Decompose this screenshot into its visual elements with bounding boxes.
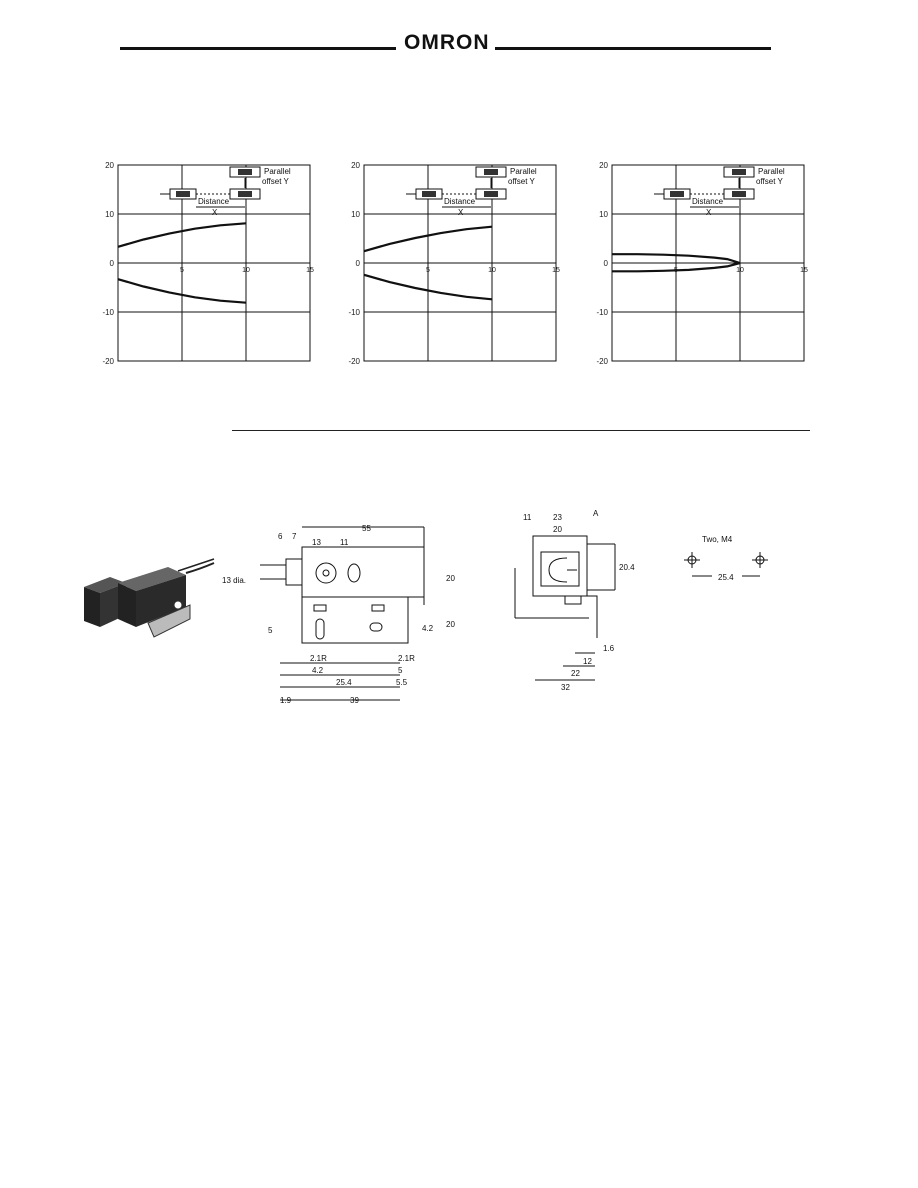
receiver-lens-2 — [238, 191, 252, 197]
x-tick-label: 15 — [306, 267, 314, 274]
chart-1-svg — [90, 155, 320, 370]
y-tick-label: -10 — [102, 308, 114, 317]
emitter-lens — [670, 191, 684, 197]
x-tick-label: 15 — [800, 267, 808, 274]
dim-front-12: 2.1R — [398, 654, 415, 663]
dim-side-5: 20.4 — [619, 563, 635, 572]
dim-side-1: 11 — [523, 513, 532, 522]
header-rule-right — [495, 47, 771, 50]
chart-3-svg — [584, 155, 814, 370]
x-tick-label: 10 — [736, 267, 744, 274]
annotation-parallel: Parallel — [510, 167, 537, 176]
dim-front-18: 39 — [350, 696, 359, 705]
emitter-lens — [422, 191, 436, 197]
brand-logo: OMRON — [404, 31, 490, 54]
dim-side-4: A — [593, 509, 599, 518]
dim-front-5: 55 — [362, 524, 371, 533]
dim-front-1: 6 — [278, 532, 283, 541]
y-tick-label: -10 — [348, 308, 360, 317]
dim-side-6: 1.6 — [603, 644, 615, 653]
dim-front-2: 7 — [292, 532, 297, 541]
dim-front-7: 20 — [446, 574, 455, 583]
chart-3 — [584, 155, 814, 375]
dim-mount-1: Two, M4 — [702, 535, 733, 544]
header-rule-left — [120, 47, 396, 50]
x-tick-label: 15 — [552, 267, 560, 274]
x-tick-label: 5 — [674, 267, 678, 274]
receiver-lens — [732, 169, 746, 175]
dim-side-7: 12 — [583, 657, 592, 666]
dim-front-4: 11 — [340, 538, 349, 547]
emitter-lens — [176, 191, 190, 197]
side-view-drawing — [505, 508, 645, 708]
inset-diagram — [406, 167, 537, 217]
dim-front-9: 5 — [268, 626, 273, 635]
dim-side-3: 20 — [553, 525, 562, 534]
x-tick-label: 10 — [242, 267, 250, 274]
y-tick-label: 20 — [351, 161, 360, 170]
y-tick-label: 10 — [599, 210, 608, 219]
annotation-parallel: Parallel — [758, 167, 785, 176]
annotation-distance: Distance — [198, 197, 230, 206]
annotation-distance: Distance — [444, 197, 476, 206]
dim-side-8: 22 — [571, 669, 580, 678]
annotation-offset: offset Y — [262, 177, 289, 186]
dim-front-3: 13 — [312, 538, 321, 547]
annotation-distance: Distance — [692, 197, 724, 206]
dim-front-14: 5 — [398, 666, 403, 675]
annotation-parallel: Parallel — [264, 167, 291, 176]
receiver-lens-2 — [484, 191, 498, 197]
chart-1 — [90, 155, 320, 375]
y-tick-label: 10 — [105, 210, 114, 219]
y-tick-label: -20 — [102, 357, 114, 366]
dim-front-11: 2.1R — [310, 654, 327, 663]
y-tick-label: 10 — [351, 210, 360, 219]
y-tick-label: 0 — [603, 259, 608, 268]
dim-front-6: 13 dia. — [222, 576, 247, 585]
dim-side-2: 23 — [553, 513, 562, 522]
annotation-x: X — [706, 208, 712, 217]
x-tick-label: 5 — [426, 267, 430, 274]
section-divider — [232, 430, 810, 431]
chart-2 — [336, 155, 566, 375]
annotation-x: X — [212, 208, 218, 217]
dim-front-17: 1.9 — [280, 696, 292, 705]
dim-front-15: 25.4 — [336, 678, 352, 687]
cable — [186, 563, 214, 573]
mounting-holes-drawing — [676, 530, 786, 590]
y-tick-label: 0 — [355, 259, 360, 268]
chart-2-svg — [336, 155, 566, 370]
annotation-offset: offset Y — [508, 177, 535, 186]
dim-side-9: 32 — [561, 683, 570, 692]
dim-front-16: 5.5 — [396, 678, 408, 687]
receiver-lens — [484, 169, 498, 175]
annotation-x: X — [458, 208, 464, 217]
inset-diagram — [654, 167, 785, 217]
dim-mount-2: 25.4 — [718, 573, 734, 582]
inset-diagram — [160, 167, 291, 217]
y-tick-label: 20 — [599, 161, 608, 170]
front-view-drawing — [220, 515, 470, 710]
dim-front-8: 20 — [446, 620, 455, 629]
x-tick-label: 10 — [488, 267, 496, 274]
y-tick-label: 0 — [109, 259, 114, 268]
y-tick-label: -10 — [596, 308, 608, 317]
receiver-lens-2 — [732, 191, 746, 197]
y-tick-label: -20 — [596, 357, 608, 366]
dim-front-10: 4.2 — [422, 624, 434, 633]
x-tick-label: 5 — [180, 267, 184, 274]
dim-front-13: 4.2 — [312, 666, 324, 675]
y-tick-label: -20 — [348, 357, 360, 366]
annotation-offset: offset Y — [756, 177, 783, 186]
product-photo — [78, 555, 218, 645]
y-tick-label: 20 — [105, 161, 114, 170]
receiver-lens — [238, 169, 252, 175]
